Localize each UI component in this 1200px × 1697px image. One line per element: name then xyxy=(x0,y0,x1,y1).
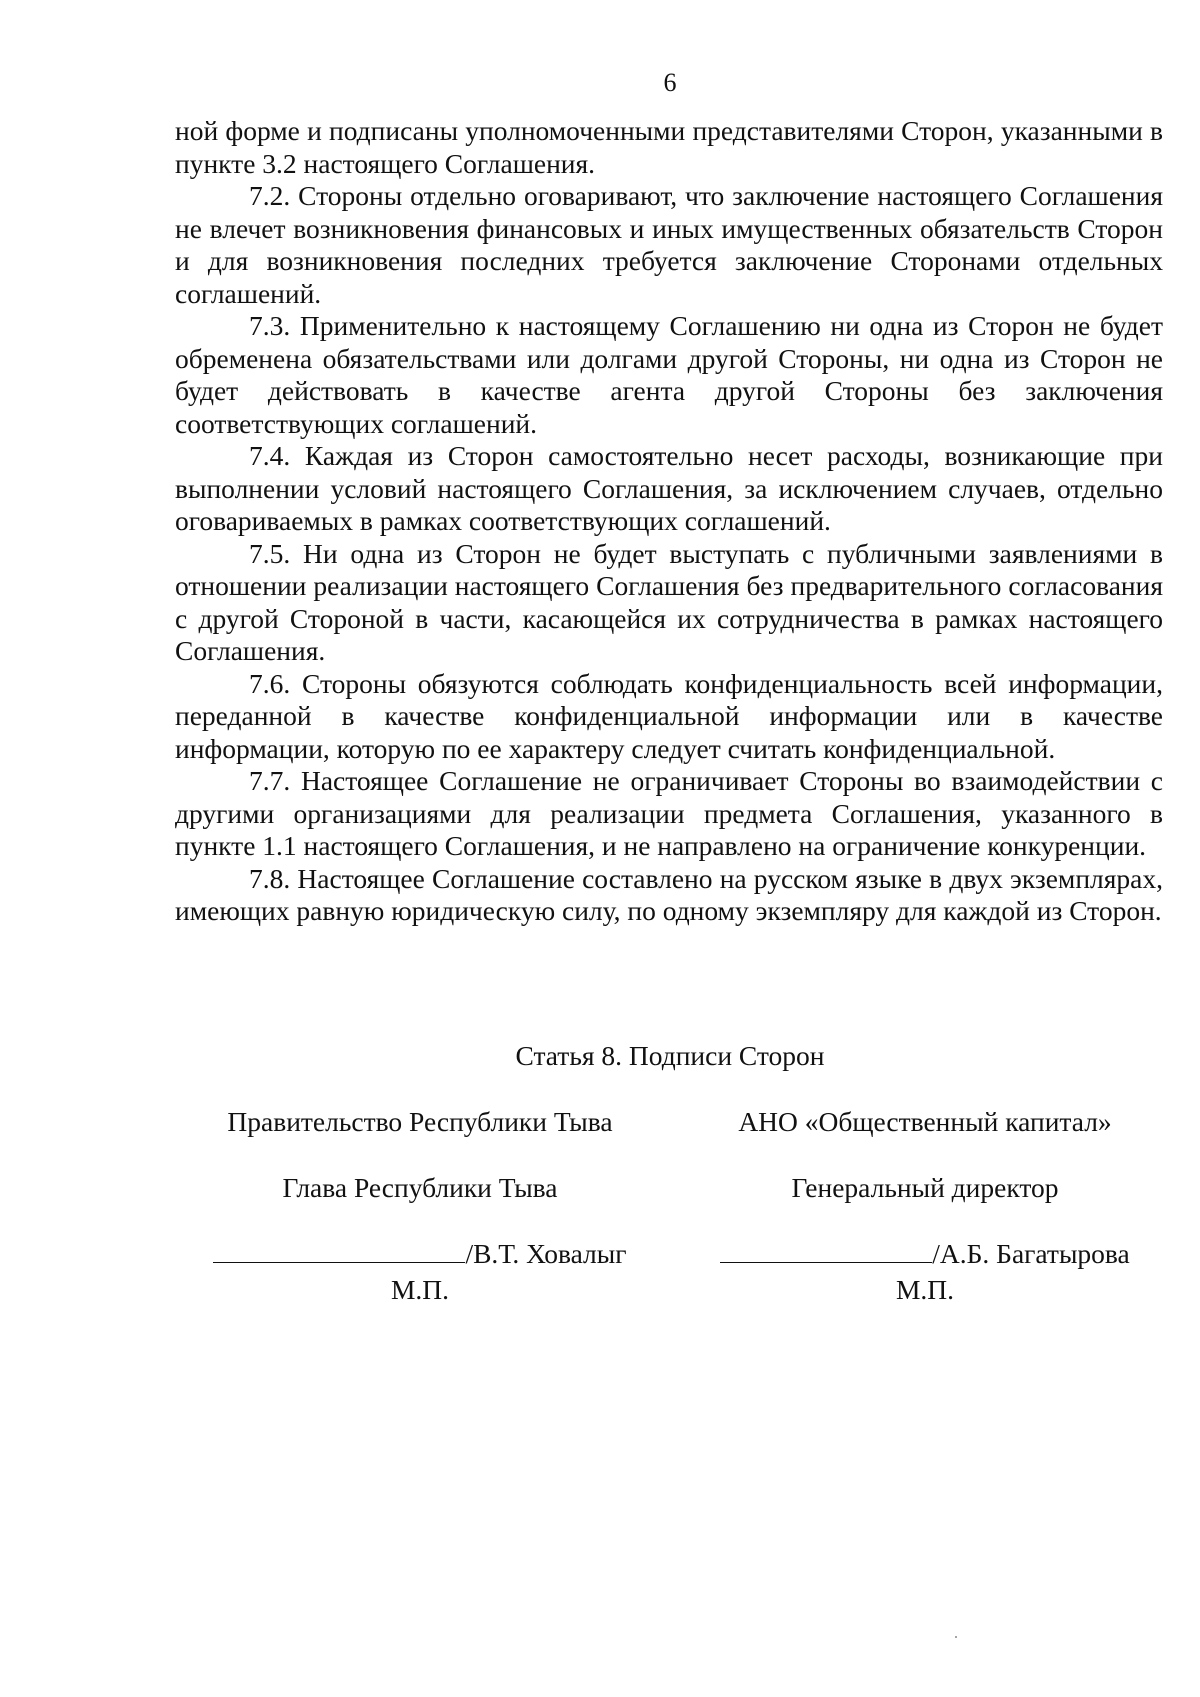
paragraph-7-6: 7.6. Стороны обязуются соблюдать конфиденциальность всей информации, переданной в качестве конфиденциальной информации или в качестве информации, которую по ее характеру следует считать конфиденциальной. xyxy=(175,667,1163,764)
right-seal-mark: М.П. xyxy=(895,1274,955,1305)
page-number: 6 xyxy=(663,68,677,97)
paragraph-7-2: 7.2. Стороны отдельно оговаривают, что заключение настоящего Соглашения не влечет возникновения финансовых и иных имущественных обязательств Сторон и для возникновения последних требуется заключение Сторонами отдельных соглашений. xyxy=(175,180,1163,309)
right-party-position: Генеральный директор xyxy=(791,1172,1059,1203)
paragraph-7-4: 7.4. Каждая из Сторон самостоятельно несет расходы, возникающие при выполнении условий настоящего Соглашения, за исключением случаев, отдельно оговариваемых в рамках соответствующих соглашений. xyxy=(175,440,1163,536)
right-party-organization: АНО «Общественный капитал» xyxy=(738,1106,1112,1137)
article-8-heading: Статья 8. Подписи Сторон xyxy=(515,1040,825,1071)
scan-speck xyxy=(955,1636,957,1638)
left-party-position: Глава Республики Тыва xyxy=(282,1172,558,1203)
right-signature-line xyxy=(720,1240,932,1263)
agreement-body xyxy=(175,115,1163,928)
left-signatory-name: /В.Т. Ховалыг xyxy=(465,1238,627,1269)
left-signature-block xyxy=(175,1238,665,1270)
paragraph-7-7: 7.7. Настоящее Соглашение не ограничивает Стороны во взаимодействии с другими организациями для реализации предмета Соглашения, указанного в пункте 1.1 настоящего Соглашения, и не направлено на ограничение конкуренции. xyxy=(175,765,1163,861)
right-signatory-name: /А.Б. Багатырова xyxy=(932,1238,1130,1269)
left-signature-line xyxy=(213,1240,465,1263)
paragraph-continuation: ной форме и подписаны уполномоченными представителями Сторон, указанными в пункте 3.2 настоящего Соглашения. xyxy=(175,115,1163,179)
left-seal-mark: М.П. xyxy=(390,1274,450,1305)
right-signature-block xyxy=(680,1238,1170,1270)
paragraph-7-3: 7.3. Применительно к настоящему Соглашению ни одна из Сторон не будет обременена обязательствами или долгами другой Стороны, ни одна из Сторон не будет действовать в качестве агента другой Стороны без заключения соответствующих соглашений. xyxy=(175,310,1163,439)
paragraph-7-5: 7.5. Ни одна из Сторон не будет выступать с публичными заявлениями в отношении реализации настоящего Соглашения без предварительного согласования с другой Стороной в части, касающейся их сотрудничества в рамках настоящего Соглашения. xyxy=(175,537,1163,666)
left-party-organization: Правительство Республики Тыва xyxy=(227,1106,613,1137)
paragraph-7-8: 7.8. Настоящее Соглашение составлено на русском языке в двух экземплярах, имеющих равную юридическую силу, по одному экземпляру для каждой из Сторон. xyxy=(175,862,1163,926)
